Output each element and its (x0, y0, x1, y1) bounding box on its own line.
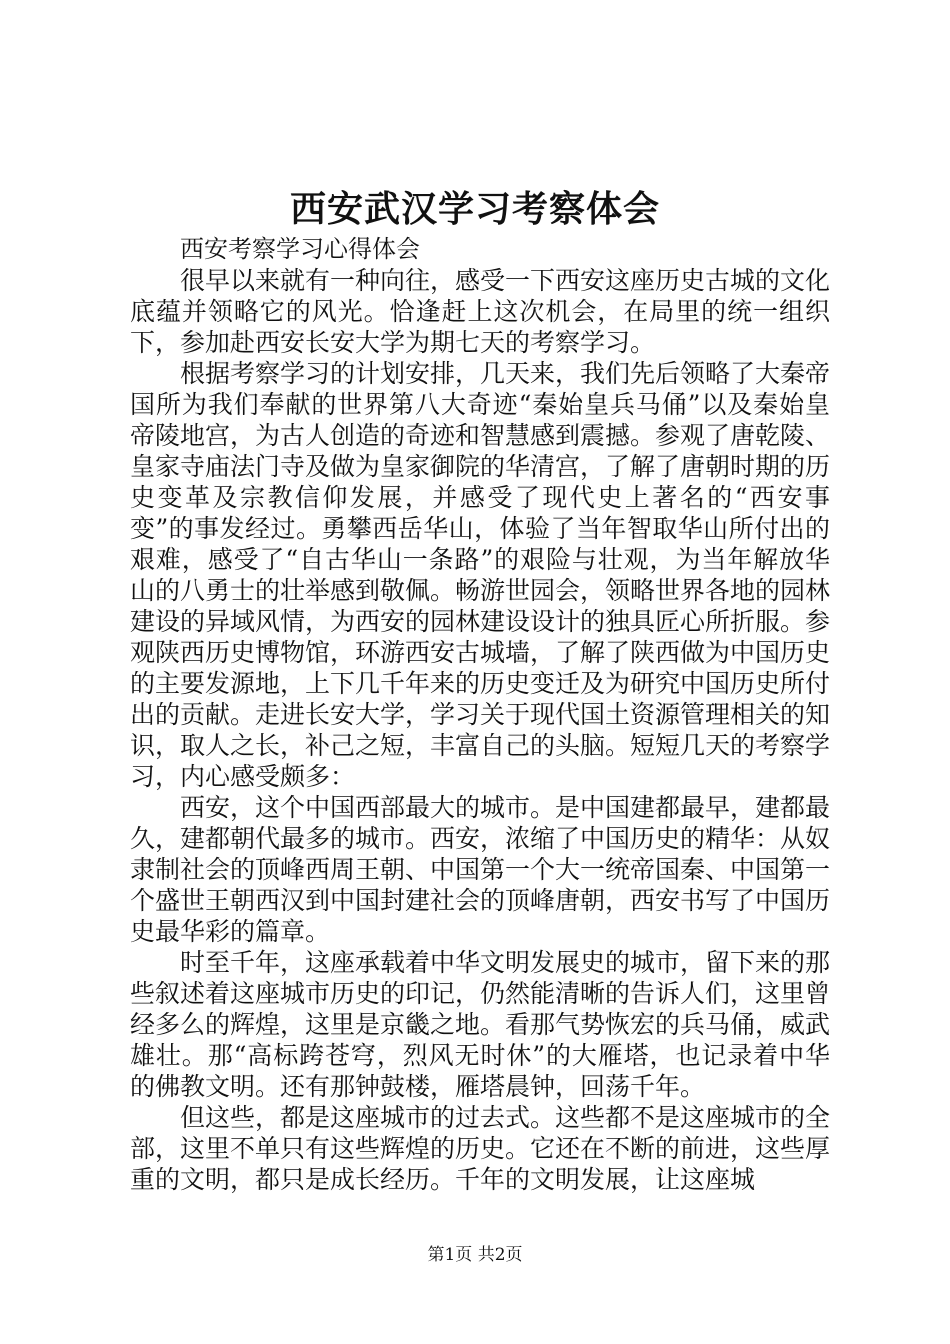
paragraph: 根据考察学习的计划安排，几天来，我们先后领略了大秦帝国所为我们奉献的世界第八大奇迹“秦始皇兵马俑”以及秦始皇帝陵地宫，为古人创造的奇迹和智慧感到震撼。参观了唐乾陵、皇家寺庙法门寺及做为皇家御院的华清宫，了解了唐朝时期的历史变革及宗教信仰发展，并感受了现代史上著名的“西安事变”的事发经过。勇攀西岳华山，体验了当年智取华山所付出的艰难，感受了“自古华山一条路”的艰险与壮观，为当年解放华山的八勇士的壮举感到敬佩。畅游世园会，领略世界各地的园林建设的异域风情，为西安的园林建设设计的独具匠心所折服。参观陕西历史博物馆，环游西安古城墙，了解了陕西做为中国历史的主要发源地，上下几千年来的历史变迁及为研究中国历史所付出的贡献。走进长安大学，学习关于现代国土资源管理相关的知识，取人之长，补己之短，丰富自己的头脑。短短几天的考察学习，内心感受颇多： (130, 359, 831, 791)
document-body (130, 234, 830, 1195)
page-footer: 第1页 共2页 (427, 1245, 523, 1265)
paragraph: 很早以来就有一种向往，感受一下西安这座历史古城的文化底蕴并领略它的风光。恰逢赶上这次机会，在局里的统一组织下，参加赴西安长安大学为期七天的考察学习。 (130, 266, 831, 357)
paragraph: 时至千年，这座承载着中华文明发展史的城市，留下来的那些叙述着这座城市历史的印记，仍然能清晰的告诉人们，这里曾经多么的辉煌，这里是京畿之地。看那气势恢宏的兵马俑，威武雄壮。那“高标跨苍穹，烈风无时休”的大雁塔，也记录着中华的佛教文明。还有那钟鼓楼，雁塔晨钟，回荡千年。 (130, 948, 831, 1101)
document-subtitle: 西安考察学习心得体会 (180, 235, 420, 263)
document-title: 西安武汉学习考察体会 (289, 188, 660, 230)
paragraph: 西安，这个中国西部最大的城市。是中国建都最早，建都最久，建都朝代最多的城市。西安，浓缩了中国历史的精华：从奴隶制社会的顶峰西周王朝、中国第一个大一统帝国秦、中国第一个盛世王朝西汉到中国封建社会的顶峰唐朝，西安书写了中国历史最华彩的篇章。 (130, 793, 831, 946)
paragraph: 但这些，都是这座城市的过去式。这些都不是这座城市的全部，这里不单只有这些辉煌的历史。它还在不断的前进，这些厚重的文明，都只是成长经历。千年的文明发展，让这座城 (130, 1103, 831, 1194)
